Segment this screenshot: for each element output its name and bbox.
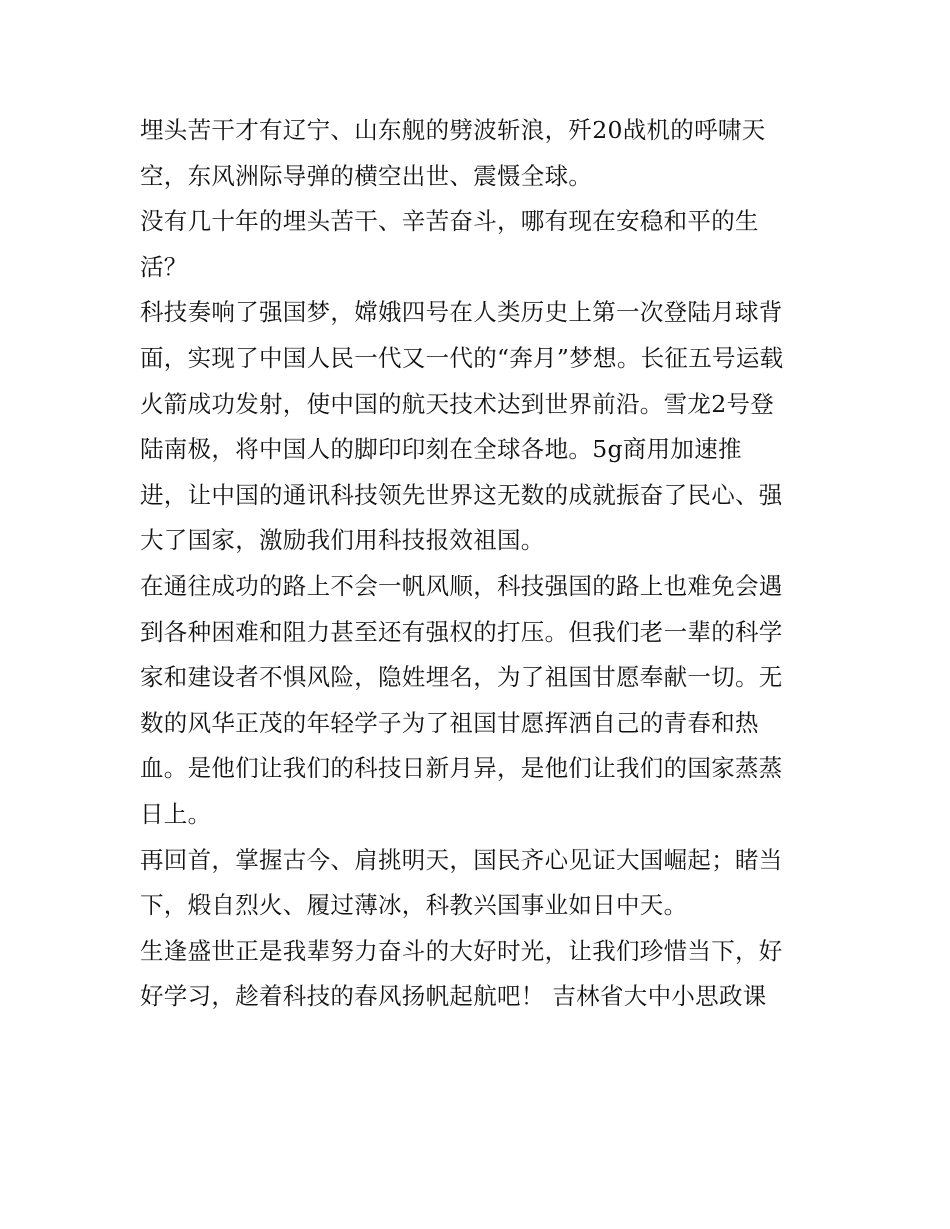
text-line: 进，让中国的通讯科技领先世界这无数的成就振奋了民心、强 [140,480,783,509]
text-line: 数的风华正茂的年轻学子为了祖国甘愿挥洒自己的青春和热 [140,708,759,737]
text-line: 活？ [140,252,188,281]
paragraph-5 [140,838,820,929]
text-line: 到各种困难和阻力甚至还有强权的打压。但我们老一辈的科学 [140,617,783,646]
text-line: 再回首，掌握古今、肩挑明天，国民齐心见证大国崛起；睹当 [140,845,783,874]
text-line: 血。是他们让我们的科技日新月异，是他们让我们的国家蒸蒸 [140,754,783,783]
text-line: 好学习，趁着科技的春风扬帆起航吧！ 吉林省大中小思政课 [140,982,767,1011]
text-line: 没有几十年的埋头苦干、辛苦奋斗，哪有现在安稳和平的生 [140,207,759,236]
paragraph-6 [140,929,820,1020]
text-line: 在通往成功的路上不会一帆风顺，科技强国的路上也难免会遇 [140,571,783,600]
text-line: 陆南极，将中国人的脚印印刻在全球各地。5g商用加速推 [140,435,742,464]
text-line: 火箭成功发射，使中国的航天技术达到世界前沿。雪龙2号登 [140,389,775,418]
text-line: 大了国家，激励我们用科技报效祖国。 [140,526,545,555]
text-line: 空，东风洲际导弹的横空出世、震慑全球。 [140,161,593,190]
text-line: 面，实现了中国人民一代又一代的“奔月”梦想。长征五号运载 [140,343,784,372]
text-line: 科技奏响了强国梦，嫦娥四号在人类历史上第一次登陆月球背 [140,298,783,327]
text-line: 家和建设者不惧风险，隐姓埋名，为了祖国甘愿奉献一切。无 [140,663,783,692]
text-line: 埋头苦干才有辽宁、山东舰的劈波斩浪，歼20战机的呼啸天 [140,116,766,144]
body-text [140,108,820,1020]
paragraph-4 [140,564,820,838]
paragraph-1 [140,108,820,199]
paragraph-3 [140,290,820,564]
paragraph-2 [140,199,820,290]
text-line: 日上。 [140,799,212,828]
text-line: 下，煅自烈火、履过薄冰，科教兴国事业如日中天。 [140,891,688,920]
text-line: 生逢盛世正是我辈努力奋斗的大好时光，让我们珍惜当下，好 [140,936,783,965]
